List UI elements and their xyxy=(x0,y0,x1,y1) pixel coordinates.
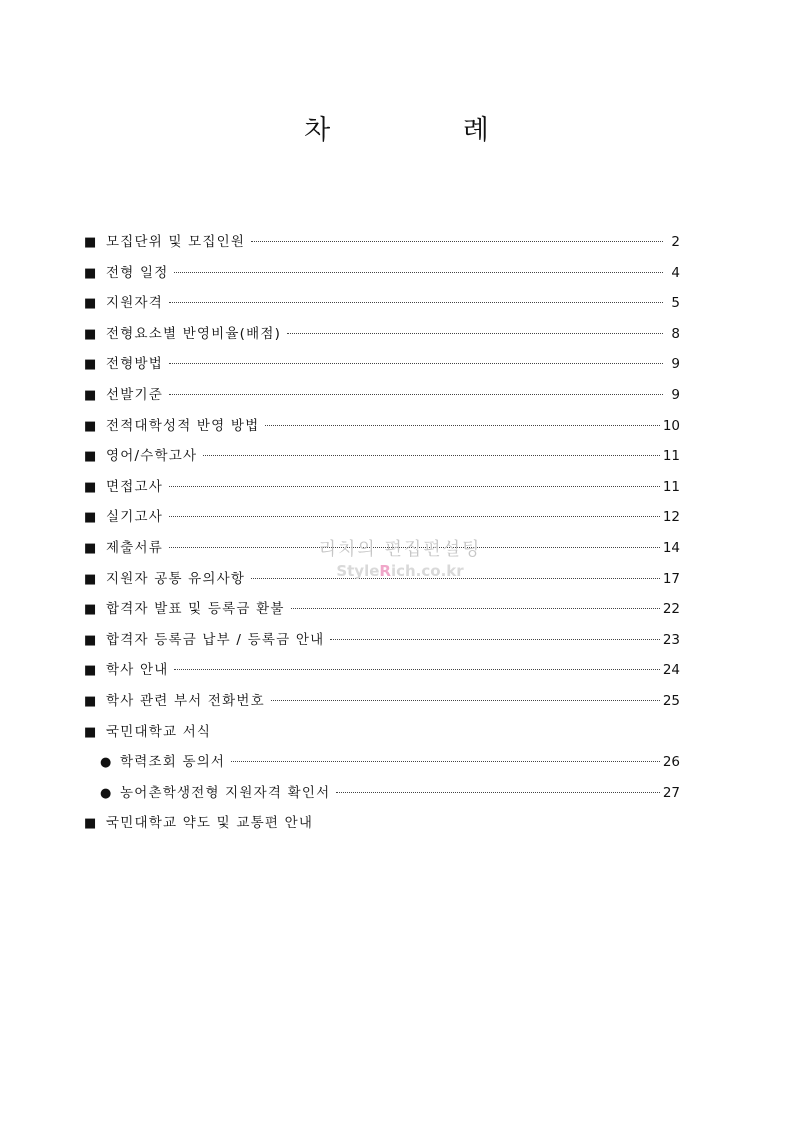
dot-leader xyxy=(169,547,660,548)
toc-page-number: 25 xyxy=(662,692,680,709)
toc-entry[interactable] xyxy=(84,536,680,567)
dot-leader xyxy=(271,700,660,701)
toc-entry[interactable] xyxy=(84,505,680,536)
square-bullet-icon: ■ xyxy=(84,632,98,648)
circle-bullet-icon: ● xyxy=(100,755,113,771)
toc-entry-label: 농어촌학생전형 지원자격 확인서 xyxy=(120,784,331,801)
dot-leader xyxy=(287,333,663,334)
dot-leader xyxy=(169,394,663,395)
toc-entry-label: 학력조회 동의서 xyxy=(120,754,226,771)
square-bullet-icon: ■ xyxy=(84,510,98,526)
dot-leader xyxy=(174,669,659,670)
watermark-url-accent: R xyxy=(379,562,391,580)
toc-entry-label: 학사 안내 xyxy=(106,662,169,679)
toc-entry[interactable] xyxy=(84,322,680,353)
toc-entry[interactable] xyxy=(84,383,680,414)
toc-entry-label: 전형 일정 xyxy=(106,264,169,281)
square-bullet-icon: ■ xyxy=(84,296,98,312)
toc-entry[interactable] xyxy=(84,658,680,689)
dot-leader xyxy=(251,578,660,579)
toc-page-number: 4 xyxy=(671,264,680,281)
toc-page-number: 22 xyxy=(662,601,680,618)
dot-leader xyxy=(291,608,660,609)
toc-page-number: 11 xyxy=(662,478,680,495)
toc-page-number: 23 xyxy=(662,631,680,648)
toc-page-number: 10 xyxy=(662,417,680,434)
toc-entry-label: 학사 관련 부서 전화번호 xyxy=(106,692,265,709)
toc-sub-entry[interactable] xyxy=(84,750,680,781)
square-bullet-icon: ■ xyxy=(84,357,98,373)
toc-entry[interactable] xyxy=(84,230,680,261)
dot-leader xyxy=(169,302,663,303)
toc-entry[interactable] xyxy=(84,414,680,445)
square-bullet-icon: ■ xyxy=(84,235,98,250)
dot-leader xyxy=(231,761,660,762)
toc-page-number: 9 xyxy=(671,386,680,403)
toc-page-number: 12 xyxy=(662,509,680,526)
dot-leader xyxy=(265,425,659,426)
toc-entry[interactable] xyxy=(84,352,680,383)
toc-entry-label: 영어/수학고사 xyxy=(106,448,198,465)
toc-entry[interactable] xyxy=(84,597,680,628)
square-bullet-icon: ■ xyxy=(84,602,98,618)
toc-section-heading xyxy=(84,720,680,751)
toc-entry-label: 실기고사 xyxy=(106,509,163,526)
dot-leader xyxy=(169,363,663,364)
dot-leader xyxy=(251,241,663,242)
toc-page-number: 27 xyxy=(662,784,680,801)
toc-entry-label: 지원자격 xyxy=(106,295,163,312)
dot-leader xyxy=(203,455,660,456)
watermark-url-part: ich.co.kr xyxy=(390,562,464,580)
toc-page-number: 9 xyxy=(671,356,680,373)
toc-page-number: 24 xyxy=(662,662,680,679)
toc-page-number: 2 xyxy=(671,234,680,250)
toc-section-heading xyxy=(84,811,680,842)
square-bullet-icon: ■ xyxy=(84,418,98,434)
toc-page-number: 8 xyxy=(671,325,680,342)
square-bullet-icon: ■ xyxy=(84,571,98,587)
toc-page-number: 14 xyxy=(662,539,680,556)
square-bullet-icon: ■ xyxy=(84,816,98,832)
dot-leader xyxy=(330,639,659,640)
toc-entry[interactable] xyxy=(84,291,680,322)
square-bullet-icon: ■ xyxy=(84,265,98,281)
toc-page-number: 17 xyxy=(662,570,680,587)
square-bullet-icon: ■ xyxy=(84,693,98,709)
table-of-contents xyxy=(84,230,680,842)
toc-entry[interactable] xyxy=(84,628,680,659)
dot-leader xyxy=(174,272,663,273)
circle-bullet-icon: ● xyxy=(100,785,113,801)
toc-entry[interactable] xyxy=(84,689,680,720)
toc-entry-label: 전적대학성적 반영 방법 xyxy=(106,417,260,434)
toc-entry-label: 선발기준 xyxy=(106,386,163,403)
toc-entry-label: 국민대학교 약도 및 교통편 안내 xyxy=(106,815,314,832)
toc-entry-label: 합격자 발표 및 등록금 환불 xyxy=(106,601,285,618)
page-title: 차 례 xyxy=(304,115,551,146)
dot-leader xyxy=(169,486,660,487)
toc-entry-label: 면접고사 xyxy=(106,478,163,495)
square-bullet-icon: ■ xyxy=(84,387,98,403)
toc-page-number: 5 xyxy=(671,295,680,312)
toc-entry-label: 전형요소별 반영비율(배점) xyxy=(106,325,282,342)
square-bullet-icon: ■ xyxy=(84,326,98,342)
toc-page-number: 26 xyxy=(662,754,680,771)
toc-entry[interactable] xyxy=(84,567,680,598)
toc-sub-entry[interactable] xyxy=(84,781,680,812)
square-bullet-icon: ■ xyxy=(84,540,98,556)
watermark-url-part: Style xyxy=(336,562,380,580)
watermark-korean-text: 리치의 편집편설팅 xyxy=(318,539,482,560)
toc-entry-label: 제출서류 xyxy=(106,539,163,556)
toc-entry-label: 전형방법 xyxy=(106,356,163,373)
square-bullet-icon: ■ xyxy=(84,724,98,740)
toc-entry-label: 합격자 등록금 납부 / 등록금 안내 xyxy=(106,631,325,648)
toc-entry[interactable] xyxy=(84,261,680,292)
square-bullet-icon: ■ xyxy=(84,449,98,465)
dot-leader xyxy=(336,792,659,793)
toc-entry[interactable] xyxy=(84,444,680,475)
toc-page-number: 11 xyxy=(662,448,680,465)
toc-entry-label: 지원자 공통 유의사항 xyxy=(106,570,246,587)
square-bullet-icon: ■ xyxy=(84,479,98,495)
dot-leader xyxy=(169,516,660,517)
toc-entry-label: 모집단위 및 모집인원 xyxy=(106,234,246,250)
toc-entry-label: 국민대학교 서식 xyxy=(106,723,212,740)
toc-entry[interactable] xyxy=(84,475,680,506)
square-bullet-icon: ■ xyxy=(84,663,98,679)
